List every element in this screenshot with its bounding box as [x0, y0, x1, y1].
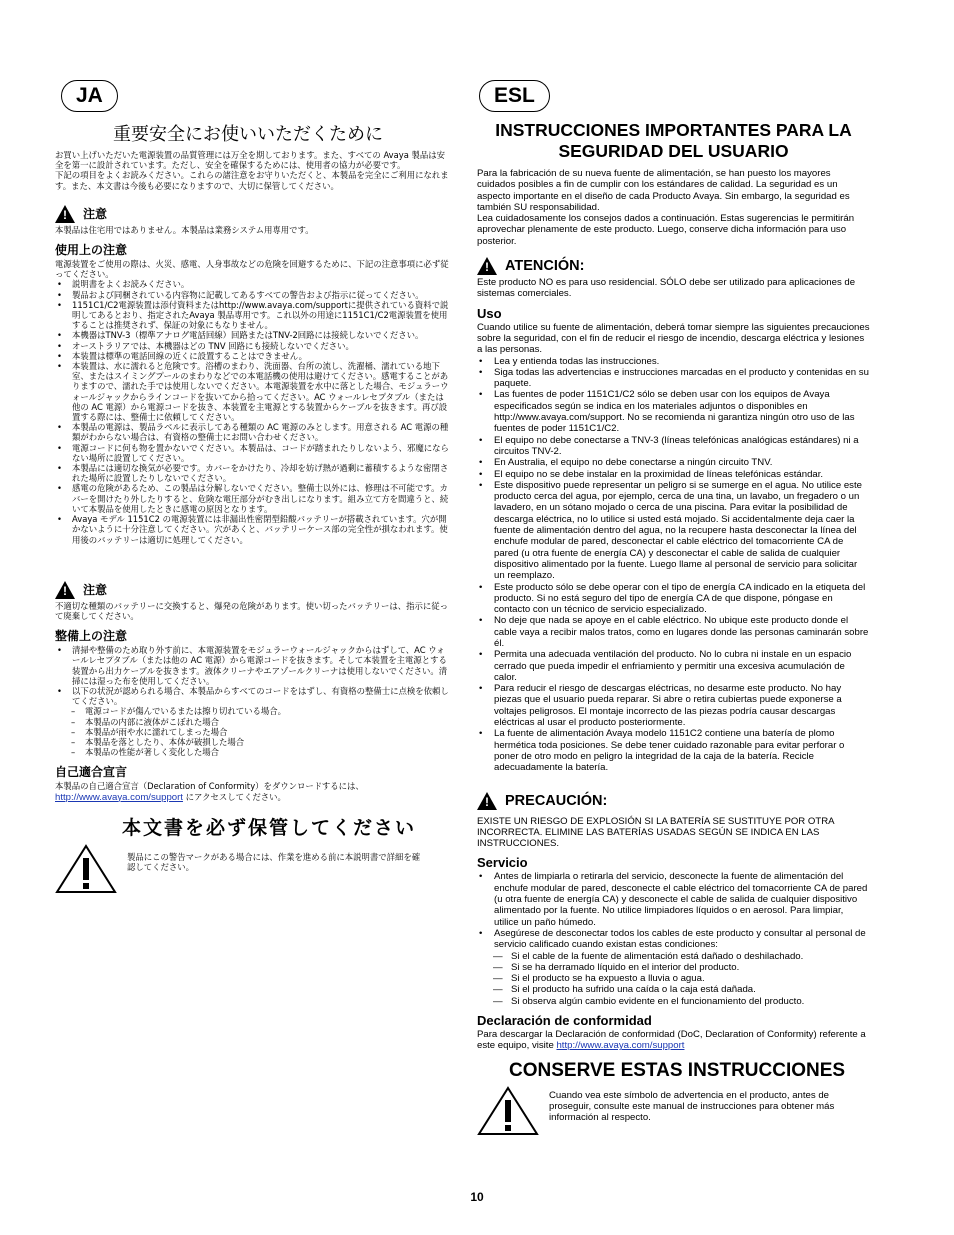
list-item: • 本装置は、水に濡れると危険です。浴槽のまわり、洗面器、台所の流し、洗濯桶、濡れている地下室、またはスイミングプールのまわりなどでの本電話機の使用は避けてください。感電することがありますので、濡れた手では使用しないでください。本電源装置を水中に落とした場合、モジュラーウォールジャックからラインコードを抜いてから拾ってください。AC ウォールレセプタブル（または他の AC 電源）から電源コードを抜き、本装置を主電源とする装置からケーブルを抜きます。再び設置する際には、整備士に依頼してください。: [55, 361, 449, 422]
es-conformity-text: [477, 1029, 870, 1052]
list-item: • 清掃や整備のため取り外す前に、本電源装置をモジュラーウォールジャックからはずして、AC ウォールレセプタブル（または他の AC 電源）から電源コードを抜きます。そして本装置を主電源とする装置から出力ケーブルを抜きます。液体クリーナやエアゾールクリーナは使用しないでください。清掃には湿った布を使用してください。: [55, 645, 449, 686]
warning-icon: !: [477, 257, 497, 275]
list-item: • Avaya モデル 1151C2 の電源装置には非漏出性密閉型鉛酸バッテリーが搭載されています。穴が開かないように十分注意してください。穴があくと、バッテリーケース部の完全性が損なわれます。使用後のバッテリーは適切に処理してください。: [55, 514, 449, 545]
ja-service-heading: 整備上の注意: [55, 629, 128, 644]
spanish-column: [477, 80, 870, 1136]
es-servicio-list: [477, 871, 870, 950]
es-conformity-text-body: Para descargar la Declaración de conformidad (DoC, Declaration of Conformity) referente a este equipo, visite: [477, 1029, 866, 1052]
exclamation-triangle-icon: [55, 844, 117, 894]
ja-usage-list: [55, 279, 449, 544]
ja-intro-2: 下記の項目をよくお読みください。これらの諸注意をお守りいただくと、本製品を完全にご利用になれます。また、本文書は今後も必要になりますので、大切に保管してください。: [55, 170, 449, 191]
list-item: – 本製品を落としたり、本体が破損した場合: [55, 737, 449, 747]
ja-usage-heading: 使用上の注意: [55, 243, 128, 258]
ja-keep-text: 製品にこの警告マークがある場合には、作業を進める前に本説明書で詳細を確認してください。: [127, 851, 421, 872]
list-item: • Lea y entienda todas las instrucciones.: [477, 356, 870, 367]
ja-usage-intro: 電源装置をご使用の際は、火災、感電、人身事故などの危険を回避するために、下記の注意事項に必ず従ってください。: [55, 259, 449, 280]
list-item: • 感電の危険があるため、この製品は分解しないでください。整備士以外には、修理は不可能です。カバーを開けたり外したりすると、危険な電圧部分がむき出しになります。組み立て方を間違うと、続いて本製品を使用したときに感電の原因となります。: [55, 483, 449, 514]
list-item: • 製品および同梱されている内容物に記載してあるすべての警告および指示に従ってください。: [55, 290, 449, 300]
list-item: • 本機器はTNV-3（標準アナログ電話回線）回路またはTNV-2回路には接続しないでください。: [55, 330, 449, 340]
list-item: — Si el cable de la fuente de alimentación está dañado o deshilachado.: [477, 951, 870, 962]
lang-tag-es: ESL: [479, 80, 550, 112]
ja-caution2-label: 注意: [83, 583, 108, 598]
es-attention-label: ATENCIÓN:: [505, 258, 585, 275]
es-precaution-label: PRECAUCIÓN:: [505, 792, 608, 809]
es-uso-intro: Cuando utilice su fuente de alimentación, deberá tomar siempre las siguientes precauciones sobre la seguridad, con el fin de reducir el riesgo de incendio, descarga eléctrica y lesiones a las personas.: [477, 321, 870, 356]
list-item: — Si observa algún cambio evidente en el funcionamiento del producto.: [477, 996, 870, 1007]
es-keep-heading: CONSERVE ESTAS INSTRUCCIONES: [509, 1059, 846, 1081]
ja-conformity-text: [55, 781, 449, 802]
ja-keep-heading: 本文書を必ず保管してください: [122, 816, 417, 839]
list-item: — Si se ha derramado líquido en el interior del producto.: [477, 962, 870, 973]
ja-conformity-heading: 自己適合宣言: [55, 765, 128, 780]
list-item: • 電源コードに何も物を置かないでください。本製品は、コードが踏まれたりしないよう、邪魔にならない場所に設置してください。: [55, 443, 449, 463]
page-number: 10: [470, 1190, 484, 1204]
ja-keep-row: [55, 844, 449, 894]
ja-intro-1: お買い上げいただいた電源装置の品質管理には万全を期しております。また、すべての Avaya 製品は安全を第一に設計されています。ただし、安全を確保するためには、使用者の協力が必要です。: [55, 150, 446, 171]
warning-icon: !: [477, 792, 497, 810]
es-servicio-heading: Servicio: [477, 855, 528, 871]
ja-caution1-label: 注意: [83, 207, 108, 222]
list-item: • El equipo no se debe instalar en la proximidad de líneas telefónicas estándar.: [477, 469, 870, 480]
list-item: • 本製品の電源は、製品ラベルに表示してある種類の AC 電源のみとします。用意される AC 電源の種類がわからない場合は、有資格の整備士にお問い合わせください。: [55, 422, 449, 442]
ja-caution2: [55, 581, 449, 599]
es-precaution-text: EXISTE UN RIESGO DE EXPLOSIÓN SI LA BATERÍA SE SUSTITUYE POR OTRA INCORRECTA. ELIMINE LAS BATERÍAS USADAS SEGÚN SE INDICA EN LAS INSTRUCCIONES.: [477, 815, 835, 850]
list-item: — Si el producto ha sufrido una caída o la caja está dañada.: [477, 984, 870, 995]
list-item: • Antes de limpiarla o retirarla del servicio, desconecte la fuente de alimentación del enchufe modular de pared, desconecte el cable eléctrico del tomacorriente CA de pared (u otra fuente de energía CA) y desconecte el cable de salida de cualquier dispositivo alimentado por la fuente. No utilice limpiadores líquidos o en aerosol. Para limpiar, utilice un paño húmedo.: [477, 871, 870, 927]
list-item: • Este producto sólo se debe operar con el tipo de energía CA indicado en la etiqueta del producto. Si no está seguro del tipo de energía CA de que dispone, póngase en contacto con un técnico de servicio especializado.: [477, 582, 870, 616]
list-item: • En Australia, el equipo no debe conectarse a ningún circuito TNV.: [477, 457, 870, 468]
warning-icon: !: [55, 581, 75, 599]
es-conformity-heading: Declaración de conformidad: [477, 1013, 652, 1028]
ja-support-link[interactable]: http://www.avaya.com/support: [55, 791, 183, 803]
es-attention-text: Este producto NO es para uso residencial. SÓLO debe ser utilizado para aplicaciones de sistemas comerciales.: [477, 277, 856, 300]
list-item: • El equipo no debe conectarse a TNV-3 (líneas telefónicas analógicas estándares) ni a circuitos TNV-2.: [477, 435, 870, 458]
list-item: • 本製品には適切な換気が必要です。カバーをかけたり、冷却を妨げ熱が過剰に蓄積するような密閉された場所に設置したりしないでください。: [55, 463, 449, 483]
ja-caution1: [55, 205, 449, 223]
es-intro-2: Lea cuidadosamente los consejos dados a continuación. Estas sugerencias le permitirán aprovechar plenamente de este producto. Luego, conserve dicha información para uso posterior.: [477, 213, 855, 247]
lang-tag-ja: JA: [61, 80, 118, 112]
list-item: • No deje que nada se apoye en el cable eléctrico. No ubique este producto donde el cable vaya a recibir malos tratos, como en lugares donde las personas caminarán sobre él.: [477, 615, 870, 649]
list-item: • 1151C1/C2電源装置は添付資料またはhttp://www.avaya.com/supportに提供されている資料で説明してあるとおり、指定されたAvaya 製品専用です。これ以外の用途に1151C1/C2電源装置を使用することは推奨されず、保証の対象にもなりません。: [55, 300, 449, 331]
ja-caution2-text: 不適切な種類のバッテリーに交換すると、爆発の危険があります。使い切ったバッテリーは、指示に従って廃棄してください。: [55, 600, 448, 621]
list-item: • Permita una adecuada ventilación del producto. No lo cubra ni instale en un espacio cerrado que pueda impedir el enfriamiento y permitir una excesiva acumulación de calor.: [477, 649, 870, 683]
es-keep-text: Cuando vea este símbolo de advertencia en el producto, antes de proseguir, consulte este manual de instrucciones para obtener más información al respecto.: [549, 1089, 835, 1124]
list-item: – 電源コードが傷んでいるまたは擦り切れている場合。: [55, 706, 449, 716]
list-item: • Este dispositivo puede representar un peligro si se sumerge en el agua. No utilice este producto cerca del agua, por ejemplo, cerca de una tina, un lavabo, un fregadero o un lavadero, en un sótano mojado o cerca de una piscina. Para evitar la posibilidad de descarga eléctrica, no lo utilice si usted está mojado. Si accidentalmente deja caer la fuente de alimentación dentro del agua, no la recupere hasta desconectar la línea del enchufe modular de pared, desconectar el cable eléctrico del tomacorriente CA de pared (u otra fuente de energía CA) y desconectar el cable de salida de cualquier dispositivo alimentado por la fuente. Luego llame al personal de servicio para solicitar un reemplazo.: [477, 480, 870, 582]
list-item: • オーストラリアでは、本機器はどの TNV 回路にも接続しないでください。: [55, 341, 449, 351]
list-item: – 本製品が雨や水に濡れてしまった場合: [55, 727, 449, 737]
es-precaution: [477, 792, 870, 810]
es-attention: [477, 257, 870, 275]
list-item: • Asegúrese de desconectar todos los cables de este producto y consultar al personal de servicio calificado cuando existan estas condiciones:: [477, 928, 870, 951]
es-title: INSTRUCCIONES IMPORTANTES PARA LA SEGURIDAD DEL USUARIO: [495, 120, 852, 161]
es-intro-1: Para la fabricación de su nueva fuente de alimentación, se han puesto los mayores cuidados posibles a fin de cumplir con los estándares de calidad. La seguridad es un aspecto importante en el diseño de cada Producto Avaya. Sin embargo, la seguridad es también SU responsabilidad.: [477, 168, 850, 213]
ja-title: 重要安全にお使いいただくために: [113, 124, 383, 145]
es-servicio-sublist: [477, 951, 870, 1007]
list-item: • La fuente de alimentación Avaya modelo 1151C2 contiene una batería de plomo hermética toda posiciones. Se debe tener cuidado razonable para evitar perforar o poner de otro modo en peligro la integridad de la caja de la batería. Recicle adecuadamente la batería.: [477, 728, 870, 773]
list-item: • Las fuentes de poder 1151C1/C2 sólo se deben usar con los equipos de Avaya especificados según se indica en los materiales adjuntos o disponibles en http://www.avaya.com/support. No se recomienda ni garantiza ningún otro uso de las fuentes de poder 1151C1/C2.: [477, 389, 870, 434]
ja-caution1-text: 本製品は住宅用ではありません。本製品は業務システム用専用です。: [55, 224, 314, 235]
ja-conformity-text-2: にアクセスしてください。: [182, 791, 286, 802]
ja-service-list: [55, 645, 449, 706]
list-item: • Para reducir el riesgo de descargas eléctricas, no desarme este producto. No hay piezas que el usuario pueda reparar. Si abre o retira cubiertas puede exponerse a voltajes peligrosos. El montaje incorrecto de las piezas podría causar descargas eléctricas al usar el producto posteriormente.: [477, 683, 870, 728]
list-item: • 以下の状況が認められる場合、本製品からすべてのコードをはずし、有資格の整備士に点検を依頼してください。: [55, 686, 449, 706]
ja-conformity-text-1: 本製品の自己適合宣言（Declaration of Conformity）をダウンロードするには、: [55, 781, 364, 792]
list-item: — Si el producto se ha expuesto a lluvia o agua.: [477, 973, 870, 984]
list-item: – 本製品の性能が著しく変化した場合: [55, 747, 449, 757]
exclamation-triangle-icon: [477, 1086, 539, 1136]
es-uso-list: [477, 356, 870, 774]
list-item: – 本製品の内部に液体がこぼれた場合: [55, 717, 449, 727]
warning-icon: !: [55, 205, 75, 223]
japanese-column: [55, 80, 449, 894]
list-item: • Siga todas las advertencias e instrucciones marcadas en el producto y contenidas en su paquete.: [477, 367, 870, 390]
es-uso-heading: Uso: [477, 305, 502, 321]
list-item: • 説明書をよくお読みください。: [55, 279, 449, 289]
ja-service-sublist: [55, 706, 449, 757]
es-keep-row: [477, 1086, 870, 1136]
es-support-link[interactable]: http://www.avaya.com/support: [556, 1040, 685, 1052]
list-item: • 本装置は標準の電話回線の近くに設置することはできません。: [55, 351, 449, 361]
